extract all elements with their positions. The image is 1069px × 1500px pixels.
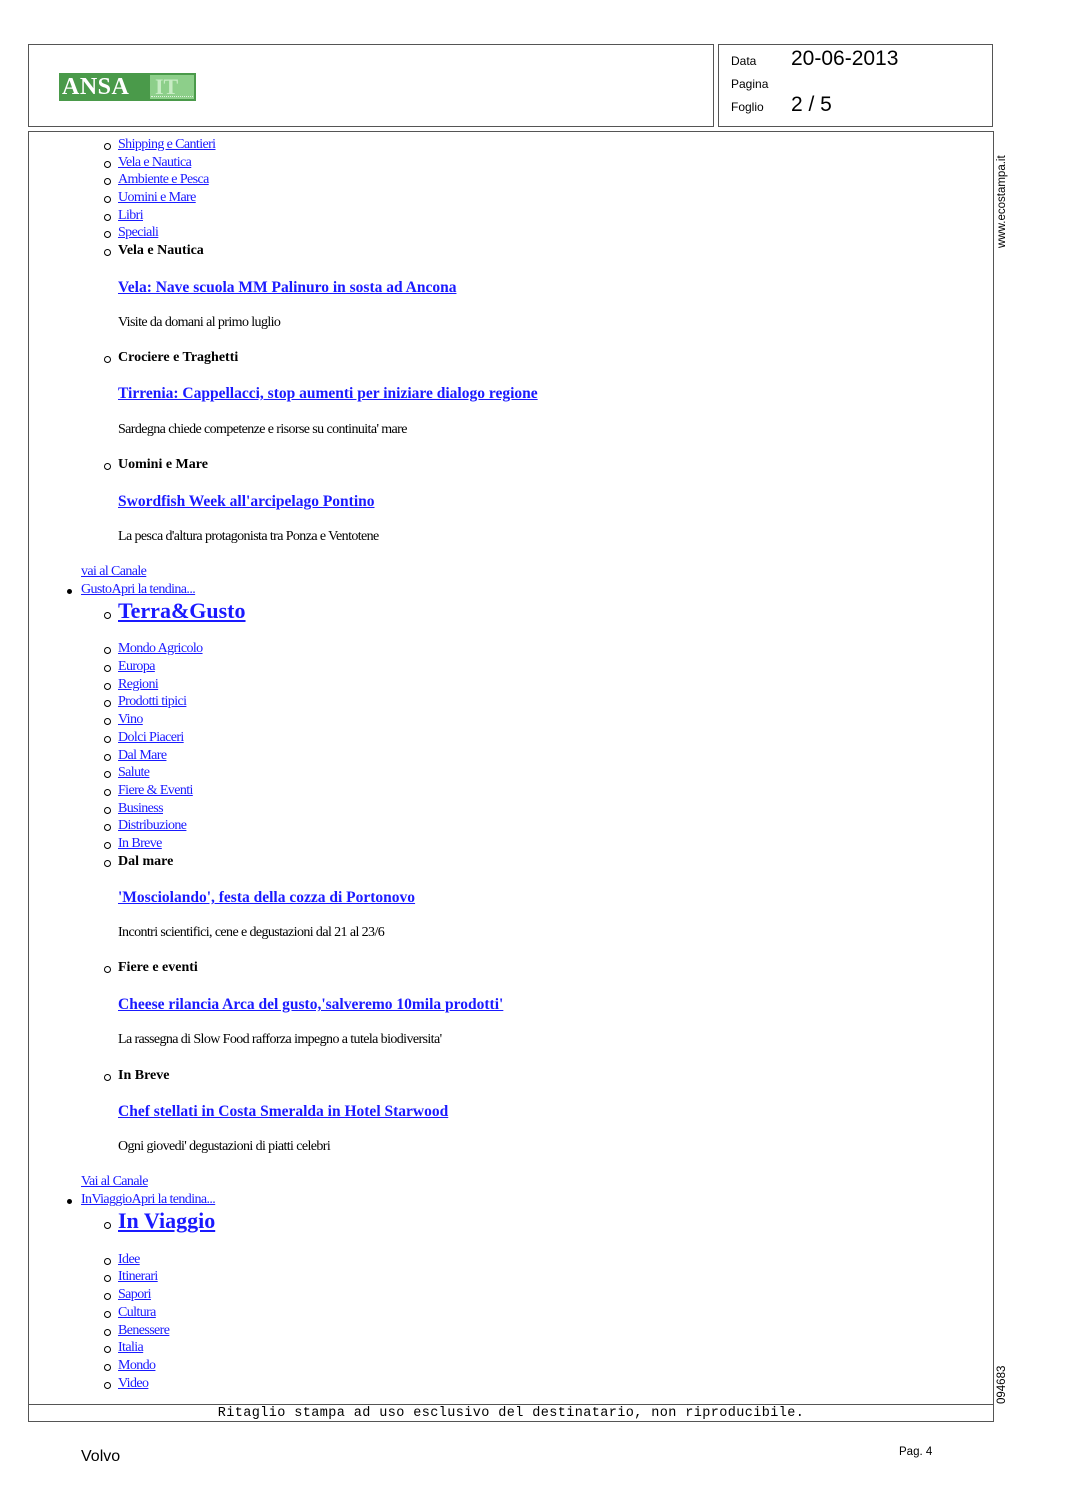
news-headline[interactable]: Chef stellati in Costa Smeralda in Hotel Starwood (118, 1103, 449, 1120)
header-left-box (28, 44, 714, 127)
gusto-nav-link[interactable]: GustoApri la tendina... (81, 582, 196, 597)
bullet-icon (104, 1258, 111, 1265)
bullet-icon (104, 824, 111, 831)
news-section-label: Uomini e Mare (118, 457, 208, 472)
bullet-icon (104, 1364, 111, 1371)
logo-suffix: IT (155, 74, 179, 99)
page-number: Pag. 4 (899, 1446, 933, 1458)
viaggio-menu-item[interactable]: Cultura (118, 1305, 156, 1320)
gusto-menu-item[interactable]: Vino (118, 712, 143, 727)
bullet-icon (104, 249, 111, 256)
disc-bullet-icon (67, 1199, 72, 1204)
news-section-label: Vela e Nautica (118, 243, 204, 258)
gusto-menu-item[interactable]: Business (118, 801, 163, 816)
news-headline[interactable]: 'Mosciolando', festa della cozza di Portonovo (118, 889, 416, 906)
gusto-menu-item[interactable]: Salute (118, 765, 150, 780)
bullet-icon (104, 771, 111, 778)
bullet-icon (104, 647, 111, 654)
viaggio-menu-item[interactable]: Italia (118, 1340, 144, 1355)
news-headline[interactable]: Swordfish Week all'arcipelago Pontino (118, 493, 375, 510)
foglio-value: 2 / 5 (791, 93, 832, 116)
gusto-menu-item[interactable]: Europa (118, 659, 155, 674)
news-section-label: Dal mare (118, 854, 174, 869)
viaggio-menu-item[interactable]: Sapori (118, 1287, 151, 1302)
news-section-label: Crociere e Traghetti (118, 350, 239, 365)
news-summary: Ogni giovedi' degustazioni di piatti celebri (118, 1139, 331, 1154)
news-section-label: Fiere e eventi (118, 960, 198, 975)
bullet-icon (104, 807, 111, 814)
gusto-title[interactable]: Terra&Gusto (118, 598, 246, 623)
bullet-icon (104, 700, 111, 707)
bullet-icon (104, 665, 111, 672)
gusto-channel-link[interactable]: Vai al Canale (81, 1174, 148, 1189)
viaggio-menu-item[interactable]: Idee (118, 1252, 140, 1267)
gusto-menu-item[interactable]: Dolci Piaceri (118, 730, 184, 745)
mare-menu-item[interactable]: Shipping e Cantieri (118, 137, 216, 152)
mare-menu-item[interactable]: Vela e Nautica (118, 155, 192, 170)
bullet-icon (104, 860, 111, 867)
footer-divider (29, 1404, 993, 1405)
bullet-icon (104, 754, 111, 761)
header-right-box (718, 44, 993, 127)
ansa-logo[interactable] (59, 73, 196, 101)
bullet-icon (104, 736, 111, 743)
bullet-icon (104, 1074, 111, 1081)
bullet-icon (104, 1346, 111, 1353)
data-label: Data (731, 54, 757, 68)
viaggio-menu-item[interactable]: Video (118, 1376, 149, 1391)
bullet-icon (104, 356, 111, 363)
mare-menu-item[interactable]: Speciali (118, 225, 159, 240)
bullet-icon (104, 842, 111, 849)
bullet-icon (104, 1382, 111, 1389)
mare-menu-item[interactable]: Uomini e Mare (118, 190, 196, 205)
bullet-icon (104, 143, 111, 150)
side-website: www.ecostampa.it (996, 155, 1008, 248)
viaggio-nav-link[interactable]: InViaggioApri la tendina... (81, 1192, 216, 1207)
bullet-icon (104, 161, 111, 168)
gusto-menu-item[interactable]: Prodotti tipici (118, 694, 187, 709)
news-headline[interactable]: Tirrenia: Cappellacci, stop aumenti per iniziare dialogo regione (118, 385, 538, 402)
side-code: 094683 (996, 1365, 1008, 1404)
gusto-menu-item[interactable]: Fiere & Eventi (118, 783, 193, 798)
mare-channel-link[interactable]: vai al Canale (81, 564, 147, 579)
logo-text: ANSA (62, 74, 130, 100)
disc-bullet-icon (67, 589, 72, 594)
bullet-icon (104, 1275, 111, 1282)
mare-menu-item[interactable]: Libri (118, 208, 143, 223)
footer-notice: Ritaglio stampa ad uso esclusivo del destinatario, non riproducibile. (217, 1406, 805, 1421)
bullet-icon (104, 789, 111, 796)
data-value: 20-06-2013 (791, 47, 899, 70)
logo-dots (151, 96, 193, 99)
bullet-icon (104, 1329, 111, 1336)
bullet-icon (104, 683, 111, 690)
viaggio-title[interactable]: In Viaggio (118, 1208, 216, 1233)
bullet-icon (104, 214, 111, 221)
viaggio-menu-item[interactable]: Benessere (118, 1323, 170, 1338)
news-summary: Visite da domani al primo luglio (118, 315, 281, 330)
gusto-menu-item[interactable]: Dal Mare (118, 748, 167, 763)
bullet-icon (104, 1311, 111, 1318)
bullet-icon (104, 612, 111, 619)
gusto-menu-item[interactable]: Distribuzione (118, 818, 187, 833)
news-summary: Sardegna chiede competenze e risorse su continuita' mare (118, 422, 407, 437)
bullet-icon (104, 178, 111, 185)
news-summary: Incontri scientifici, cene e degustazioni dal 21 al 23/6 (118, 925, 385, 940)
foglio-label: Foglio (731, 100, 764, 114)
news-headline[interactable]: Cheese rilancia Arca del gusto,'salveremo 10mila prodotti' (118, 996, 504, 1013)
bullet-icon (104, 231, 111, 238)
news-summary: La pesca d'altura protagonista tra Ponza e Ventotene (118, 529, 379, 544)
bullet-icon (104, 1222, 111, 1229)
news-headline[interactable]: Vela: Nave scuola MM Palinuro in sosta ad Ancona (118, 279, 457, 296)
bullet-icon (104, 718, 111, 725)
viaggio-menu-item[interactable]: Itinerari (118, 1269, 158, 1284)
gusto-menu-item[interactable]: In Breve (118, 836, 162, 851)
pagina-label: Pagina (731, 77, 769, 91)
mare-menu-item[interactable]: Ambiente e Pesca (118, 172, 209, 187)
news-section-label: In Breve (118, 1068, 170, 1083)
gusto-menu-item[interactable]: Mondo Agricolo (118, 641, 203, 656)
client-name: Volvo (81, 1448, 121, 1465)
bullet-icon (104, 463, 111, 470)
bullet-icon (104, 1293, 111, 1300)
news-summary: La rassegna di Slow Food rafforza impegno a tutela biodiversita' (118, 1032, 442, 1047)
bullet-icon (104, 196, 111, 203)
gusto-menu-item[interactable]: Regioni (118, 677, 159, 692)
bullet-icon (104, 966, 111, 973)
viaggio-menu-item[interactable]: Mondo (118, 1358, 156, 1373)
